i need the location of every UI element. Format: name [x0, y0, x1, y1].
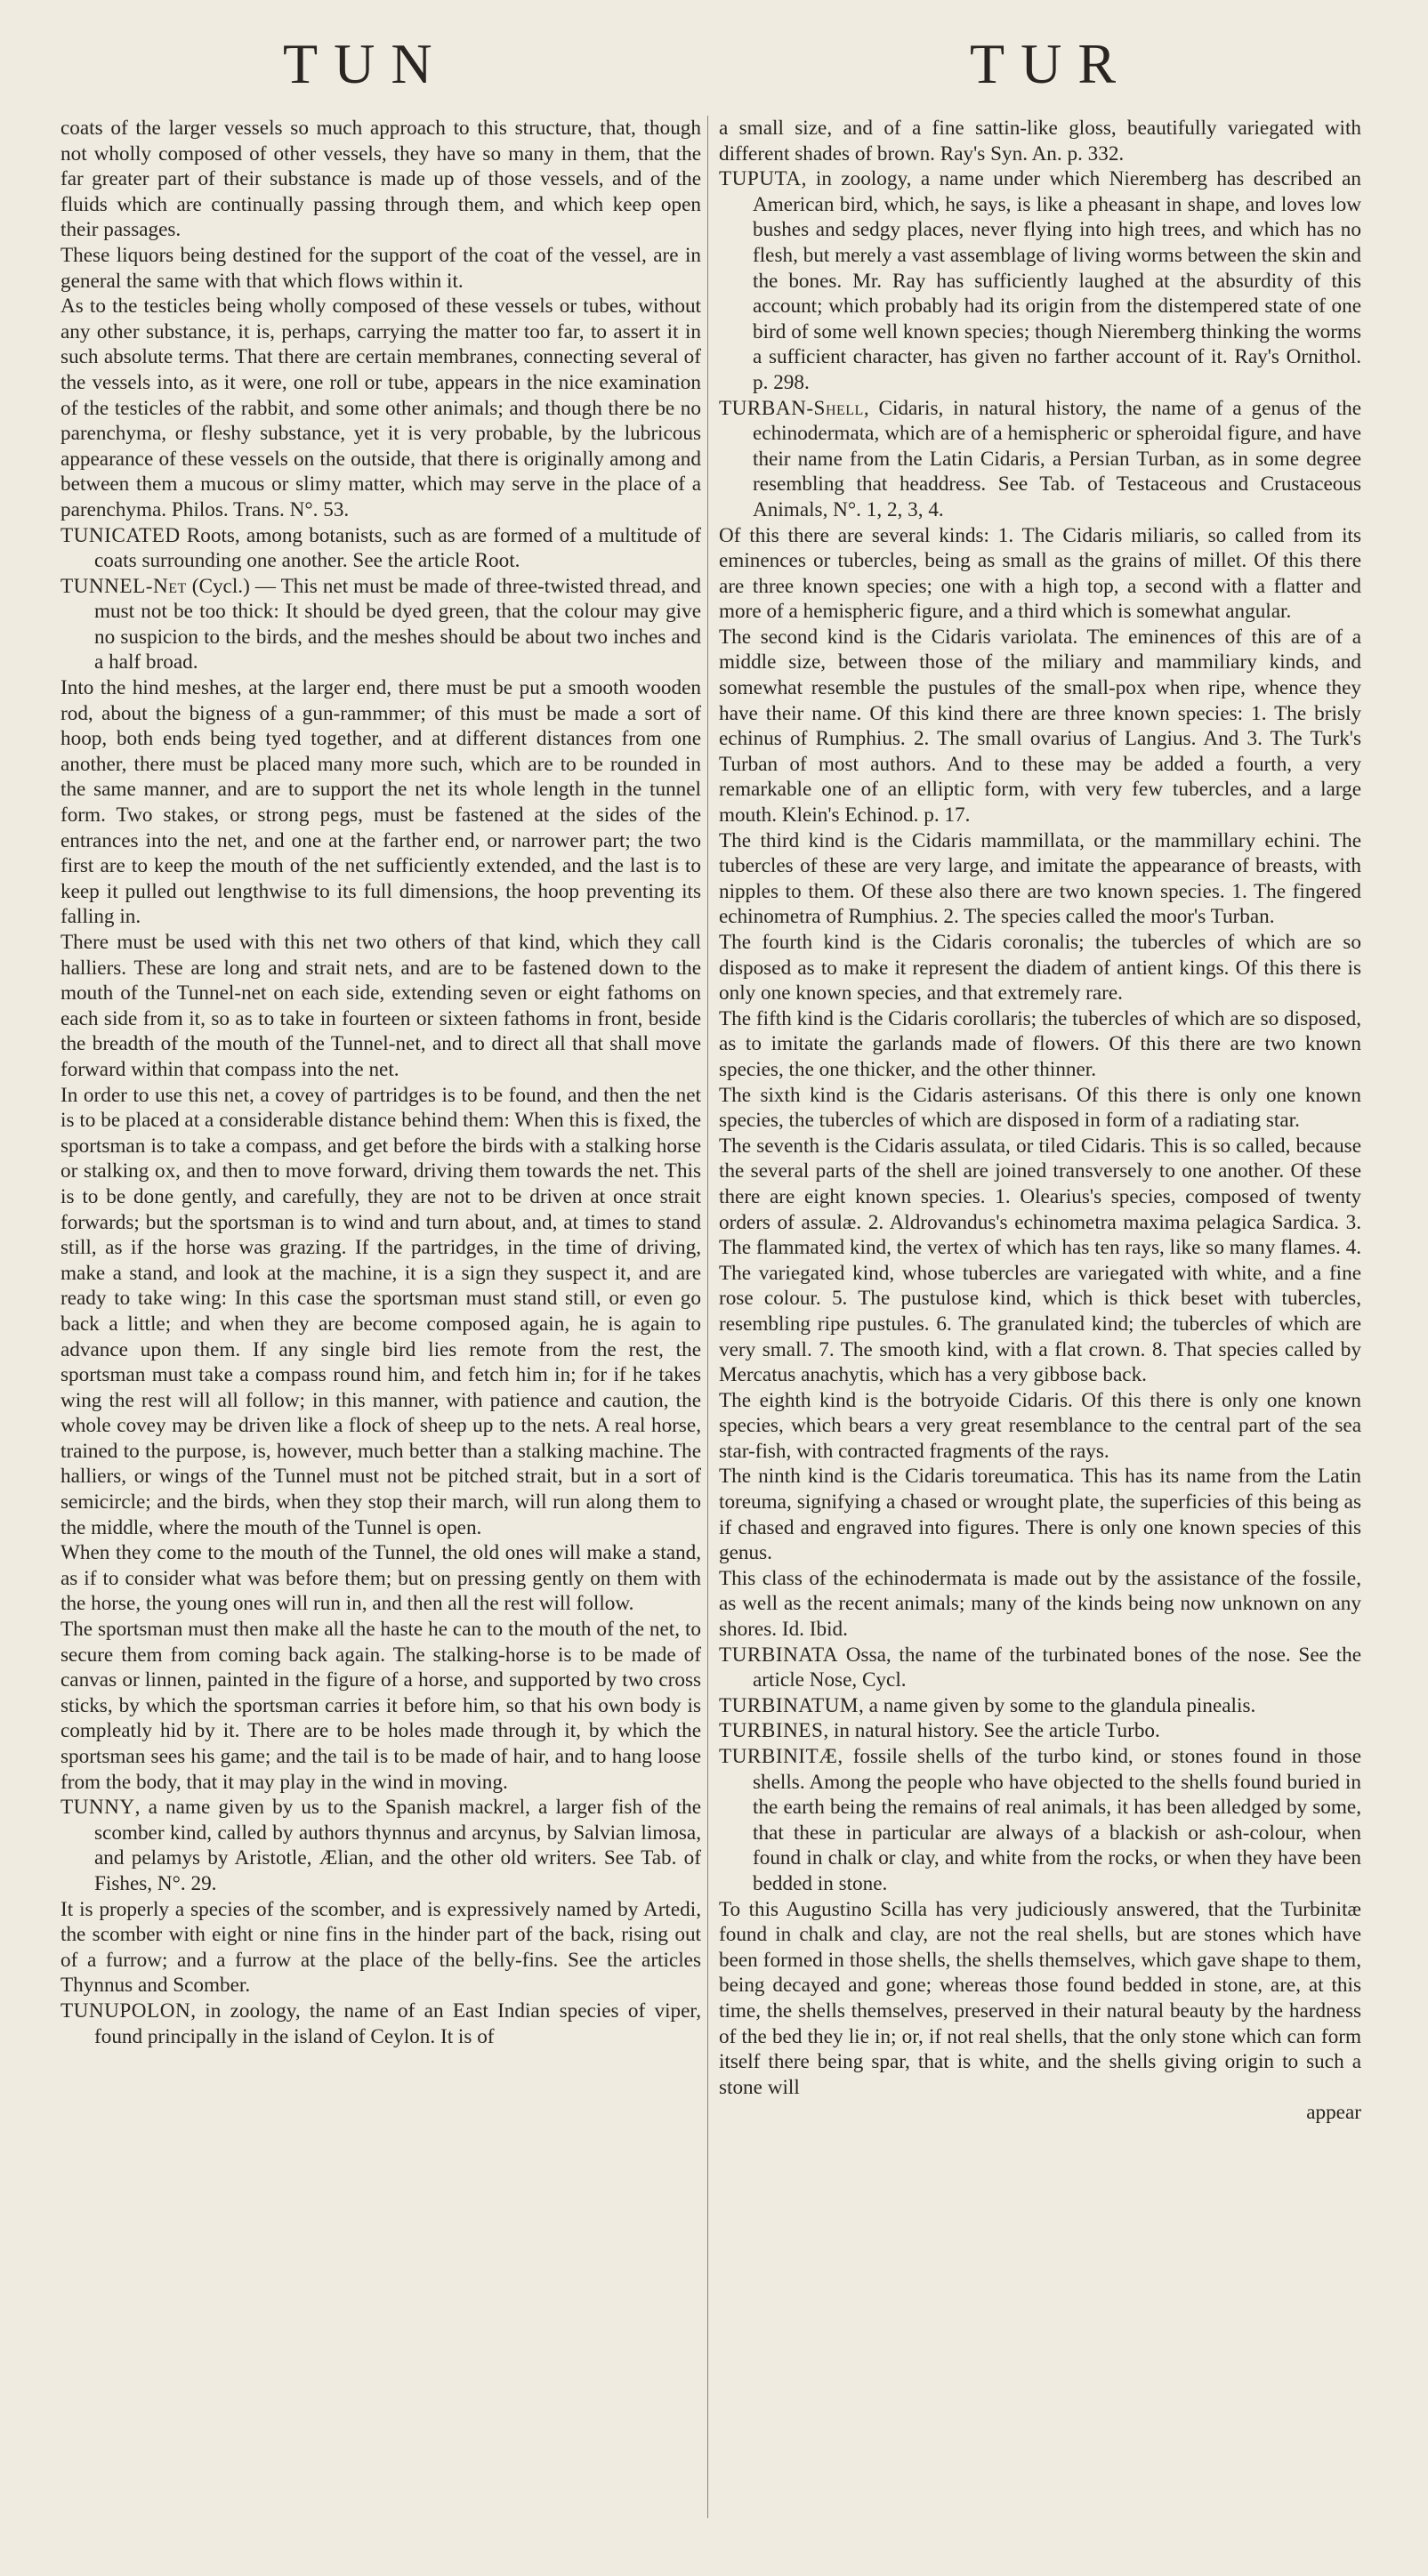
- running-head-left: TUN: [283, 32, 448, 95]
- paragraph-text: The seventh is the Cidaris assulata, or tiled Cidaris. This is so called, because the several parts of the shell are joined transversely to one another. Of these there are eight known species. 1. Olearius's species, composed of twenty orders of assulæ. 2. Aldrovandus's echinometra maxima pelagica Sardica. 3. The flammated kind, the vertex of which has ten rays, like so many flames. 4. The variegated kind, whose tubercles are variegated with white, and a fine rose colour. 5. The pustulose kind, which is thick beset with tubercles, resembling ripe pustules. 6. The granulated kind; the tubercles of which are very small. 7. The smooth kind, with a flat crown. 8. That species called by Mercatus anachytis, which has a very gibbose back.: [719, 1134, 1361, 1387]
- entry-definition: , in zoology, a name under which Nieremberg has described an American bird, which, he says, is like a pheasant in shape, and loves low bushes and sedgy places, never flying into high trees, and which has no flesh, but merely a vast assemblage of living worms between the skin and the bones. Mr. Ray has sufficiently laughed at the absurdity of this account; which probably had its origin from the distempered state of one bird of some well known species; though Nieremberg thinking the worms a sufficient character, has given no farther account of it. Ray's Ornithol. p. 298.: [753, 167, 1361, 394]
- paragraph: [61, 1083, 701, 1541]
- paragraph: [719, 828, 1361, 930]
- dictionary-entry: [719, 1718, 1361, 1744]
- dictionary-entry: [719, 1693, 1361, 1719]
- paragraph: [61, 675, 701, 930]
- paragraph-text: The second kind is the Cidaris variolata. The eminences of this are of a middle size, between those of the miliary and mammiliary kinds, and somewhat resemble the pustules of the small-pox when ripe, whence they have their name. Of this kind there are three known species: 1. The brisly echinus of Rumphius. 2. The small ovarius of Langius. And 3. The Turk's Turban of most authors. And to these may be added a fourth, a very remarkable one of an elliptic form, with very few tubercles, and a large mouth. Klein's Echinod. p. 17.: [719, 625, 1361, 828]
- entry-definition: , in zoology, the name of an East Indian species of viper, found principally in the island of Ceylon. It is of: [94, 1999, 701, 2048]
- paragraph-text: Of this there are several kinds: 1. The Cidaris miliaris, so called from its eminences or tubercles, being as small as the grains of millet. Of this there are three known species; one with a high top, a second with a flatter and more of a hemispheric figure, and a third which is somewhat angular.: [719, 523, 1361, 624]
- entry-headword: TURBINITÆ: [719, 1745, 838, 1768]
- paragraph: [61, 930, 701, 1083]
- entry-definition: , in natural history. See the article Turbo.: [823, 1719, 1160, 1743]
- paragraph-text: There must be used with this net two others of that kind, which they call halliers. These are long and strait nets, and are to be fastened down to the mouth of the Tunnel-net on each side, extending seven or eight fathoms on each side from it, so as to take in fourteen or sixteen fathoms in front, beside the breadth of the mouth of the Tunnel-net, and to direct all that shall move forward within that compass into the net.: [61, 931, 701, 1081]
- paragraph-text: coats of the larger vessels so much approach to this structure, that, though not wholly composed of other vessels, they have so many in them, that the far greater part of their substance is made up of those vessels, and of the fluids which are continually passing through them, and which keep open their passages.: [61, 117, 701, 242]
- paragraph-text: The third kind is the Cidaris mammillata, or the mammillary echini. The tubercles of these are very large, and imitate the appearance of breasts, with nipples to them. Of these also there are two known species. 1. The fingered echinometra of Rumphius. 2. The species called the moor's Turban.: [719, 828, 1361, 929]
- paragraph-text: The ninth kind is the Cidaris toreumatica. This has its name from the Latin toreuma, signifying a chased or wrought plate, the superficies of this being as if chased and engraved into figures. There is only one known species of this genus.: [719, 1465, 1361, 1565]
- entry-headword: TURBINATA: [719, 1643, 839, 1667]
- left-column: [61, 116, 701, 2049]
- paragraph: [719, 1006, 1361, 1083]
- column-divider: [707, 116, 708, 2518]
- paragraph: [719, 523, 1361, 625]
- entry-definition: , a name given by some to the glandula pinealis.: [859, 1693, 1256, 1717]
- dictionary-entry: [719, 166, 1361, 395]
- paragraph-text: These liquors being destined for the support of the coat of the vessel, are in general the same with that which flows within it.: [61, 243, 701, 293]
- entry-headword: TURBAN-Shell: [719, 396, 864, 420]
- paragraph: [719, 1083, 1361, 1134]
- paragraph-text: When they come to the mouth of the Tunnel, the old ones will make a stand, as if to consider what was before them; but on pressing gently on them with the horse, the young ones will run in, and then all the rest will follow.: [61, 1541, 701, 1616]
- paragraph-text: The sixth kind is the Cidaris asterisans. Of this there is only one known species, the tubercles of which are disposed in form of a radiating star.: [719, 1083, 1361, 1133]
- entry-definition: , Cidaris, in natural history, the name of a genus of the echinodermata, which are of a hemispheric or spheroidal figure, and have their name from the Latin Cidaris, a Persian Turban, as in some degree resembling that headdress. See Tab. of Testaceous and Crustaceous Animals, N°. 1, 2, 3, 4.: [753, 396, 1361, 521]
- right-column: [719, 116, 1361, 2126]
- paragraph-text: In order to use this net, a covey of partridges is to be found, and then the net is to be placed at a considerable distance behind them: When this is fixed, the sportsman is to take a compass, and get before the birds with a stalking horse or stalking ox, and then to move forward, driving them towards the net. This is to be done gently, and carefully, they are not to be driven at once strait forwards; but the sportsman is to wind and turn about, and, at times to stand still, as if the horse was grazing. If the partridges, in the time of driving, make a stand, and look at the machine, it is a sign they suspect it, and are ready to take wing: In this case the sportsman must stand still, or even go back a little; and when they are become composed again, he is again to advance upon them. If any single bird lies remote from the rest, the sportsman must take a compass round him, and fetch him in; for if he takes wing the rest will all follow; in this manner, with patience and caution, the whole covey may be driven like a flock of sheep up to the nets. A real horse, trained to the purpose, is, however, much better than a stalking machine. The halliers, or wings of the Tunnel must not be pitched strait, but in a sort of semicircle; and the birds, when they stop their march, will run along them to the middle, where the mouth of the Tunnel is open.: [61, 1083, 701, 1539]
- paragraph: [61, 1897, 701, 1999]
- entry-headword: TUNNY: [61, 1796, 135, 1820]
- catchword: [719, 2100, 1361, 2126]
- paragraph: [719, 1566, 1361, 1643]
- running-head-right: TUR: [970, 32, 1132, 95]
- entry-definition: Roots, among botanists, such as are formed of a multitude of coats surrounding one another. See the article Root.: [94, 523, 701, 573]
- paragraph: [61, 1540, 701, 1617]
- paragraph: [719, 930, 1361, 1006]
- dictionary-entry: [61, 1795, 701, 1896]
- paragraph-text: a small size, and of a fine sattin-like gloss, beautifully variegated with different shades of brown. Ray's Syn. An. p. 332.: [719, 117, 1361, 166]
- entry-headword: TUNNEL-Net: [61, 574, 187, 598]
- paragraph-text: The sportsman must then make all the haste he can to the mouth of the net, to secure them from coming back again. The stalking-horse is to be made of canvas or linnen, painted in the figure of a horse, and supported by two cross sticks, by which the sportsman carries it before him, so that his own body is compleatly hid by it. There are to be holes made through it, by which the sportsman sees his game; and the tail is to be made of hair, and to hang loose from the body, that it may play in the wind in moving.: [61, 1618, 701, 1794]
- paragraph-text: To this Augustino Scilla has very judiciously answered, that the Turbinitæ found in chalk and clay, are not the real shells, but are stones which have been formed in those shells, the shells themselves, which gave shape to them, being decayed and gone; whereas those found bedded in stone, are, at this time, the shells themselves, preserved in their natural beauty by the hardness of the bed they lie in; or, if not real shells, that the only stone which can form itself there being spar, that is white, and the shells giving origin to such a stone will: [719, 1897, 1361, 2099]
- paragraph: [719, 116, 1361, 166]
- dictionary-entry: [61, 523, 701, 574]
- dictionary-entry: [719, 396, 1361, 523]
- entry-definition: (Cycl.) — This net must be made of three-twisted thread, and must not be too thick: It should be dyed green, that the colour may give no suspicion to the birds, and the meshes should be about two inches and a half broad.: [94, 574, 701, 674]
- paragraph: [719, 1464, 1361, 1565]
- paragraph: [61, 294, 701, 522]
- paragraph: [719, 1388, 1361, 1465]
- entry-definition: Ossa, the name of the turbinated bones of the nose. See the article Nose, Cycl.: [753, 1643, 1361, 1692]
- paragraph: [61, 116, 701, 243]
- entry-headword: TURBINATUM: [719, 1693, 859, 1717]
- entry-definition: , fossile shells of the turbo kind, or stones found in those shells. Among the people who have objected to the shells found buried in the earth being the remains of real animals, it has been alledged by some, that these in particular are always of a blackish or ash-colour, when found in chalk or clay, and white from the rocks, or when they have been bedded in stone.: [753, 1745, 1361, 1895]
- paragraph: [61, 243, 701, 294]
- paragraph-text: The eighth kind is the botryoide Cidaris. Of this there is only one known species, which bears a very great resemblance to the central part of the sea star-fish, with contracted fragments of the rays.: [719, 1388, 1361, 1463]
- paragraph-text: This class of the echinodermata is made out by the assistance of the fossile, as well as the recent animals; many of the kinds being now unknown on any shores. Id. Ibid.: [719, 1566, 1361, 1642]
- entry-headword: TURBINES: [719, 1719, 824, 1743]
- paragraph: [719, 1897, 1361, 2101]
- paragraph: [61, 1617, 701, 1795]
- paragraph-text: As to the testicles being wholly composed of these vessels or tubes, without any other substance, it is, perhaps, carrying the matter too far, to assert it in such absolute terms. That there are certain membranes, connecting several of the vessels into, as it were, one roll or tube, appears in the nice examination of the testicles of the rabbit, and some other animals; and though there be no parenchyma, or fleshy substance, yet it is very probable, by the lubricous appearance of these vessels on the outside, that there is originally among and between them a mucous or slimy matter, which may serve in the place of a parenchyma. Philos. Trans. N°. 53.: [61, 295, 701, 521]
- paragraph-text: It is properly a species of the scomber, and is expressively named by Artedi, the scomber with eight or nine fins in the hinder part of the back, rising out of a furrow; and a furrow at the place of the belly-fins. See the articles Thynnus and Scomber.: [61, 1897, 701, 1998]
- dictionary-entry: [719, 1744, 1361, 1897]
- entry-headword: TUPUTA: [719, 167, 802, 191]
- entry-headword: TUNICATED: [61, 523, 181, 547]
- paragraph: [719, 625, 1361, 828]
- paragraph: [719, 1134, 1361, 1388]
- dictionary-entry: [61, 574, 701, 675]
- dictionary-entry: [719, 1643, 1361, 1693]
- paragraph-text: The fourth kind is the Cidaris coronalis; the tubercles of which are so disposed as to make it represent the diadem of antient kings. Of this there is only one known species, and that extremely rare.: [719, 931, 1361, 1005]
- paragraph-text: Into the hind meshes, at the larger end, there must be put a smooth wooden rod, about the bigness of a gun-rammmer; of this must be made a sort of hoop, both ends being tyed together, and at different distances from one another, there must be placed many more such, which are to be rounded in the same manner, and are to support the net its whole length in the tunnel form. Two stakes, or strong pegs, must be fastened at the sides of the entrances into the net, and one at the farther end, or narrower part; the two first are to keep the mouth of the net sufficiently extended, and the last is to keep it pulled out lengthwise to its full dimensions, the hoop preventing its falling in.: [61, 676, 701, 929]
- dictionary-entry: [61, 1999, 701, 2049]
- entry-headword: TUNUPOLON: [61, 1999, 191, 2023]
- paragraph-text: appear: [1306, 2101, 1361, 2125]
- entry-definition: , a name given by us to the Spanish mackrel, a larger fish of the scomber kind, called by authors thynnus and arcynus, by Salvian limosa, and pelamys by Aristotle, Ælian, and the other old writers. See Tab. of Fishes, N°. 29.: [94, 1796, 701, 1895]
- paragraph-text: The fifth kind is the Cidaris corollaris; the tubercles of which are so disposed, as to imitate the garlands made of flowers. Of this there are two known species, the one thicker, and the other thinner.: [719, 1006, 1361, 1081]
